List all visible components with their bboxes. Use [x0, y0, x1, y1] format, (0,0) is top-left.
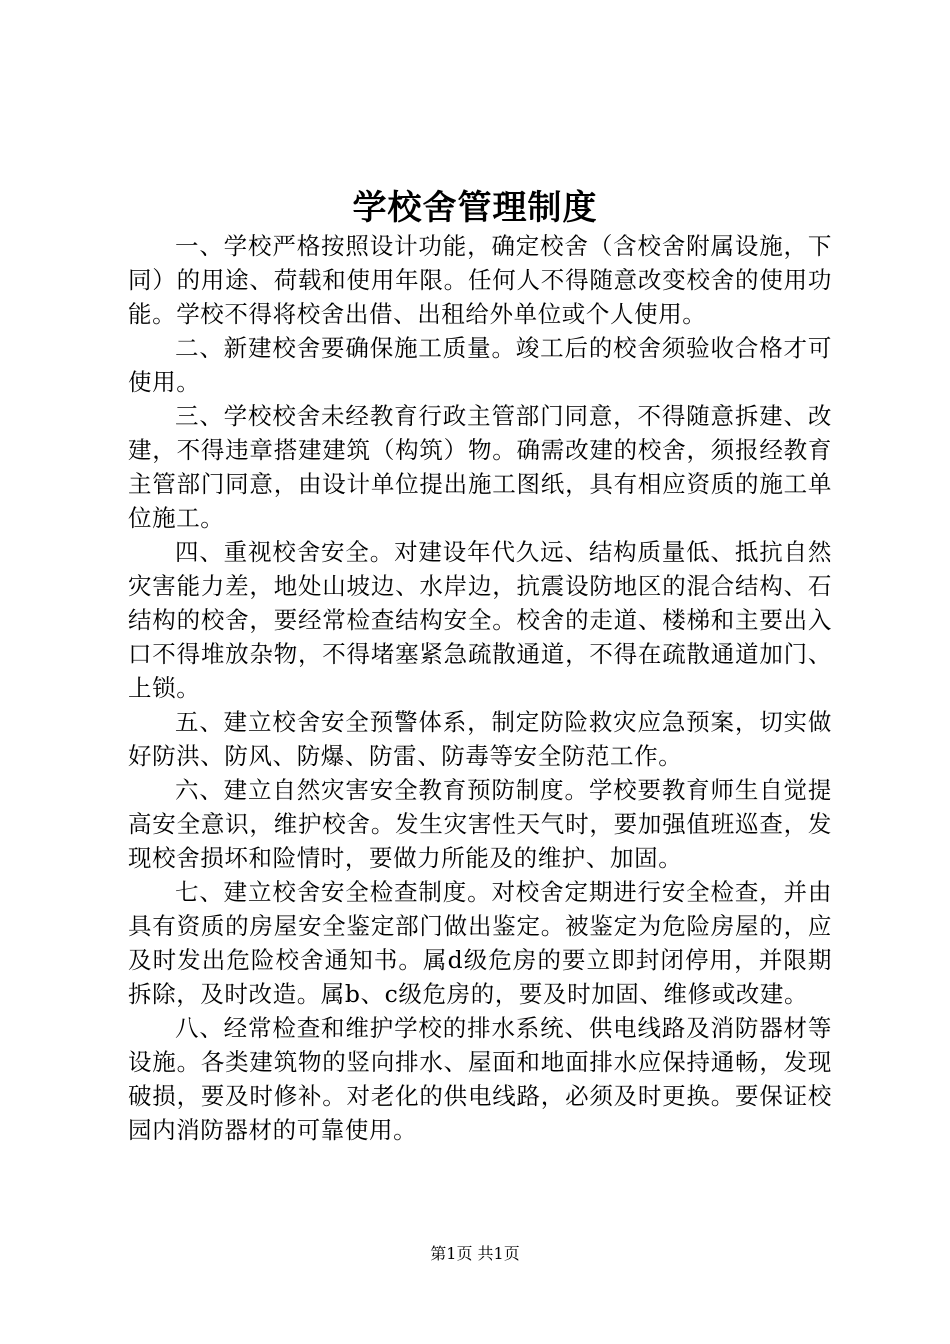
paragraph-8: 八、经常检查和维护学校的排水系统、供电线路及消防器材等设施。各类建筑物的竖向排水、屋面和地面排水应保持通畅，发现破损，要及时修补。对老化的供电线路，必须及时更换。要保证校园内消防器材的可靠使用。 — [128, 1014, 832, 1144]
paragraph-1: 一、学校严格按照设计功能，确定校舍（含校舍附属设施，下同）的用途、荷载和使用年限。任何人不得随意改变校舍的使用功能。学校不得将校舍出借、出租给外单位或个人使用。 — [128, 232, 832, 328]
document-title: 学校舍管理制度 — [352, 188, 598, 228]
paragraph-4: 四、重视校舍安全。对建设年代久远、结构质量低、抵抗自然灾害能力差，地处山坡边、水岸边，抗震设防地区的混合结构、石结构的校舍，要经常检查结构安全。校舍的走道、楼梯和主要出入口不得堆放杂物，不得堵塞紧急疏散通道，不得在疏散通道加门、上锁。 — [128, 538, 832, 702]
paragraph-3: 三、学校校舍未经教育行政主管部门同意，不得随意拆建、改建，不得违章搭建建筑（构筑）物。确需改建的校舍，须报经教育主管部门同意，由设计单位提出施工图纸，具有相应资质的施工单位施工。 — [128, 402, 832, 532]
paragraph-2: 二、新建校舍要确保施工质量。竣工后的校舍须验收合格才可使用。 — [128, 334, 832, 396]
document-body — [128, 229, 832, 1147]
page-footer: 第1页 共1页 — [430, 1244, 520, 1263]
paragraph-6: 六、建立自然灾害安全教育预防制度。学校要教育师生自觉提高安全意识，维护校舍。发生灾害性天气时，要加强值班巡查，发现校舍损坏和险情时，要做力所能及的维护、加固。 — [128, 776, 832, 872]
paragraph-5: 五、建立校舍安全预警体系，制定防险救灾应急预案，切实做好防洪、防风、防爆、防雷、防毒等安全防范工作。 — [128, 708, 832, 770]
paragraph-7: 七、建立校舍安全检查制度。对校舍定期进行安全检查，并由具有资质的房屋安全鉴定部门做出鉴定。被鉴定为危险房屋的，应及时发出危险校舍通知书。属d级危房的要立即封闭停用，并限期拆除，及时改造。属b、c级危房的，要及时加固、维修或改建。 — [128, 878, 832, 1008]
